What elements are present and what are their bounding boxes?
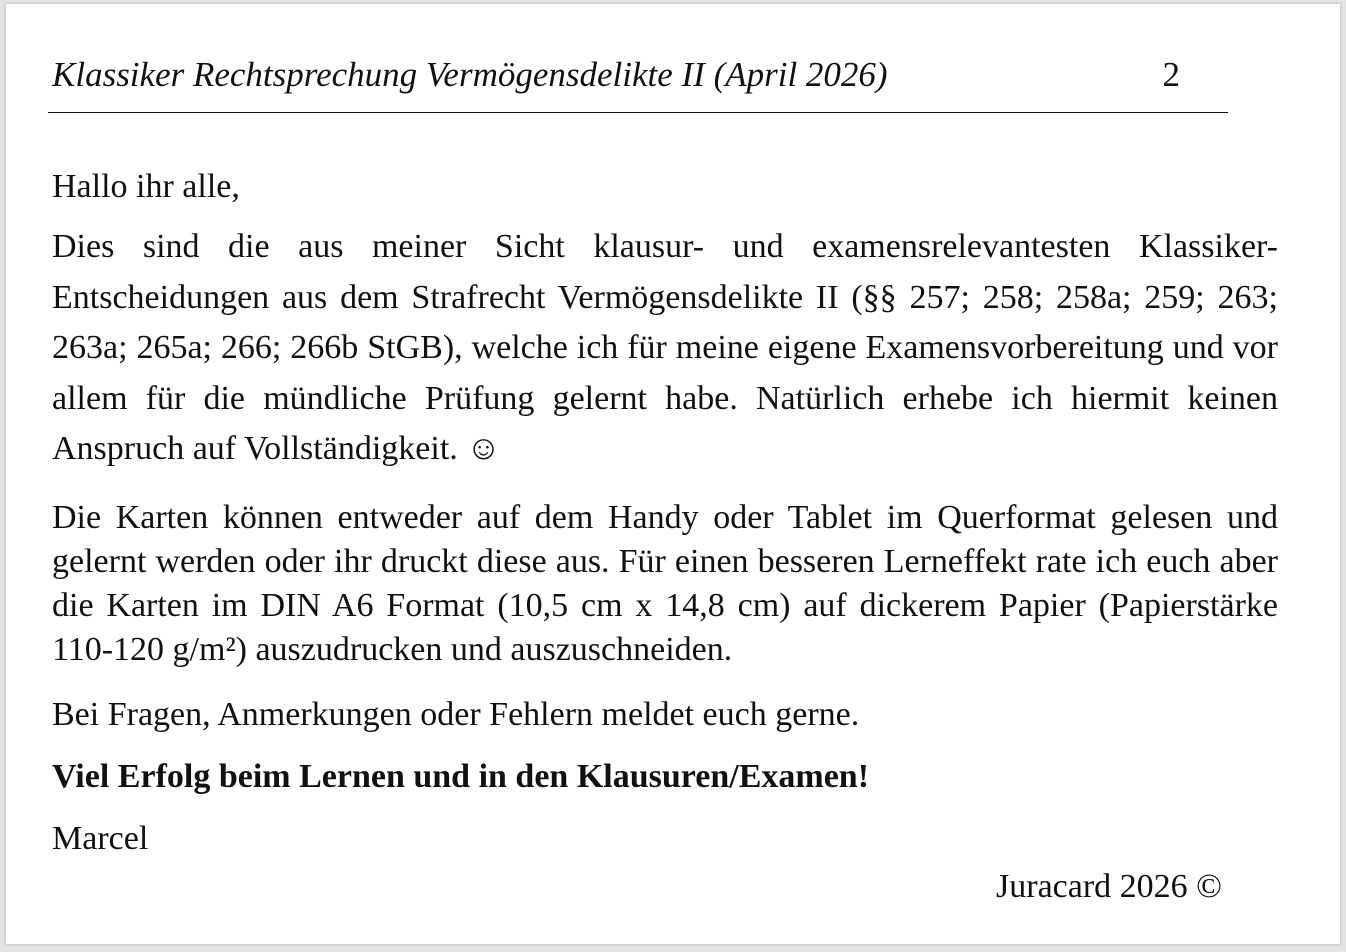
page-number: 2	[1162, 55, 1180, 94]
page-header	[48, 54, 1228, 113]
header-title: Klassiker Rechtsprechung Vermögensdelikte II (April 2026)	[52, 55, 888, 94]
document-page	[6, 4, 1340, 944]
signature: Marcel	[52, 820, 149, 857]
cards-info-paragraph: Die Karten können entweder auf dem Handy oder Tablet im Querformat gelesen und gelernt werden oder ihr druckt diese aus. Für einen besseren Lerneffekt rate ich euch aber die Karten im DIN A6 Format (10,5 cm x 14,8 cm) auf dickerem Papier (Papierstärke 110-120 g/m²) auszudrucken und auszuschneiden.	[52, 499, 1278, 668]
copyright-footer: Juracard 2026 ©	[996, 868, 1222, 905]
closing-line: Viel Erfolg beim Lernen und in den Klausuren/Examen!	[52, 758, 870, 795]
intro-paragraph: Dies sind die aus meiner Sicht klausur- und examensrelevantesten Klassiker-Entscheidungen aus dem Strafrecht Vermögensdelikte II (§§ 257; 258; 258a; 259; 263; 263a; 265a; 266; 266b StGB), welche ich für meine eigene Examensvorbereitung und vor allem für die mündliche Prüfung gelernt habe. Natürlich erhebe ich hiermit keinen Anspruch auf Vollständigkeit. ☺	[52, 228, 1278, 467]
questions-paragraph: Bei Fragen, Anmerkungen oder Fehlern meldet euch gerne.	[52, 696, 860, 733]
greeting-paragraph: Hallo ihr alle,	[52, 168, 240, 205]
